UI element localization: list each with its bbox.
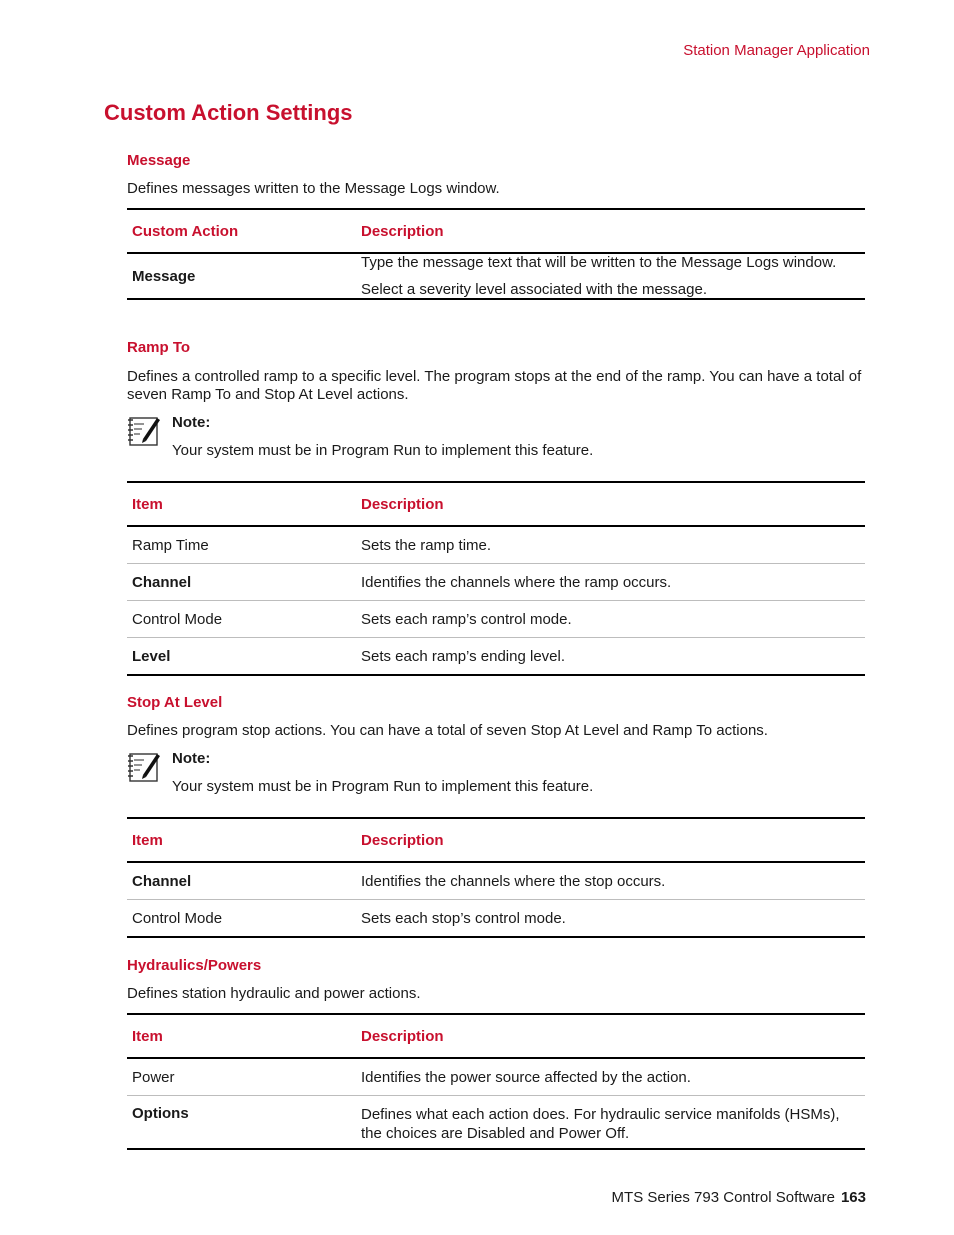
- hydraulics-heading: Hydraulics/Powers: [127, 957, 262, 974]
- table-row: [127, 601, 865, 638]
- ramp-to-table: [127, 481, 865, 676]
- table-row: [127, 564, 865, 601]
- row-description: Defines what each action does. For hydraulic service manifolds (HSMs), the choices are Disabled and Power Off.: [356, 1096, 865, 1150]
- table-row: [127, 862, 865, 900]
- column-header-description: Description: [356, 482, 865, 526]
- row-description: Sets the ramp time.: [356, 526, 865, 564]
- page-footer: [612, 1189, 866, 1206]
- row-description: [356, 253, 865, 299]
- note-pencil-icon: [127, 412, 161, 446]
- hydraulics-table: [127, 1013, 865, 1150]
- table-header-row: [127, 818, 865, 862]
- note-callout: [127, 750, 867, 794]
- note-text: Your system must be in Program Run to implement this feature.: [172, 778, 594, 795]
- row-item-message: Message: [127, 253, 356, 299]
- row-item: Control Mode: [127, 900, 356, 938]
- stop-at-level-intro: Defines program stop actions. You can have a total of seven Stop At Level and Ramp To actions.: [127, 722, 768, 739]
- note-pencil-icon: [127, 748, 161, 782]
- table-row: [127, 253, 865, 299]
- row-item: Channel: [127, 862, 356, 900]
- ramp-to-intro: Defines a controlled ramp to a specific level. The program stops at the end of the ramp. You can have a total of seven Ramp To and Stop At Level actions.: [127, 368, 862, 403]
- page-title: Custom Action Settings: [104, 100, 353, 125]
- table-header-row: [127, 1014, 865, 1058]
- table-header-row: [127, 209, 865, 253]
- note-label: Note:: [172, 750, 211, 767]
- table-header-row: [127, 482, 865, 526]
- row-description: Identifies the channels where the ramp occurs.: [356, 564, 865, 601]
- row-description: Sets each ramp’s ending level.: [356, 638, 865, 676]
- row-item: Options: [127, 1096, 356, 1150]
- column-header-item: Item: [127, 818, 356, 862]
- stop-at-level-heading: Stop At Level: [127, 694, 223, 711]
- row-item: Ramp Time: [127, 526, 356, 564]
- message-intro: Defines messages written to the Message Logs window.: [127, 180, 500, 197]
- stop-at-level-table: [127, 817, 865, 938]
- table-row: [127, 1096, 865, 1150]
- note-label: Note:: [172, 414, 211, 431]
- column-header-item: Item: [127, 1014, 356, 1058]
- row-description: Sets each ramp’s control mode.: [356, 601, 865, 638]
- footer-document-title: MTS Series 793 Control Software: [611, 1189, 835, 1206]
- table-row: [127, 638, 865, 676]
- row-item: Channel: [127, 564, 356, 601]
- row-item: Control Mode: [127, 601, 356, 638]
- table-row: [127, 526, 865, 564]
- row-item: Power: [127, 1058, 356, 1096]
- note-callout: [127, 414, 867, 458]
- hydraulics-intro: Defines station hydraulic and power actions.: [127, 985, 421, 1002]
- column-header-custom-action: Custom Action: [127, 209, 356, 253]
- message-table: [127, 208, 865, 300]
- page-number: 163: [840, 1189, 866, 1206]
- description-line: Select a severity level associated with the message.: [361, 281, 708, 298]
- ramp-to-heading: Ramp To: [127, 339, 191, 356]
- row-description: Identifies the channels where the stop occurs.: [356, 862, 865, 900]
- column-header-description: Description: [356, 209, 865, 253]
- column-header-description: Description: [356, 1014, 865, 1058]
- table-row: [127, 1058, 865, 1096]
- running-header: Station Manager Application: [683, 42, 870, 59]
- description-line: Type the message text that will be written to the Message Logs window.: [361, 254, 837, 271]
- message-heading: Message: [127, 152, 191, 169]
- row-description: Sets each stop’s control mode.: [356, 900, 865, 938]
- column-header-item: Item: [127, 482, 356, 526]
- note-text: Your system must be in Program Run to implement this feature.: [172, 442, 594, 459]
- row-item: Level: [127, 638, 356, 676]
- table-row: [127, 900, 865, 938]
- column-header-description: Description: [356, 818, 865, 862]
- row-description: Identifies the power source affected by the action.: [356, 1058, 865, 1096]
